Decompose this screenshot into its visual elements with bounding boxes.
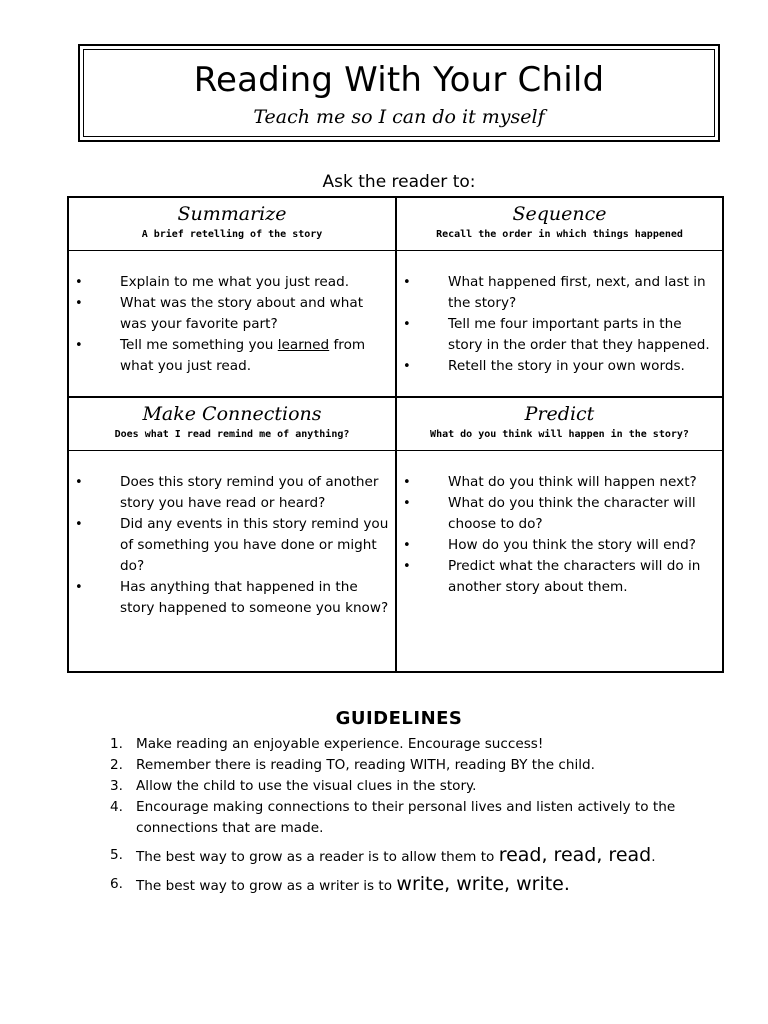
title-box bbox=[78, 44, 720, 142]
guideline-item bbox=[110, 755, 710, 776]
guideline-item bbox=[110, 734, 710, 755]
bullet-icon: • bbox=[403, 475, 411, 490]
guidelines-heading: GUIDELINES bbox=[335, 708, 463, 729]
underlined-word: learned bbox=[277, 337, 330, 353]
bullet-icon: • bbox=[75, 275, 83, 290]
summarize-list bbox=[69, 272, 395, 377]
summarize-cell bbox=[67, 196, 397, 398]
bullet-icon: • bbox=[403, 496, 411, 511]
summarize-title: Summarize bbox=[177, 203, 287, 225]
list-item-text: Has anything that happened in the story happened to someone you know? bbox=[120, 579, 389, 616]
bullet-icon: • bbox=[75, 517, 83, 532]
guideline-emphasis: write, write, write. bbox=[396, 873, 570, 895]
guideline-text: Encourage making connections to their personal lives and listen actively to the connections that are made. bbox=[136, 799, 676, 836]
connections-title: Make Connections bbox=[142, 403, 322, 425]
list-item bbox=[397, 356, 722, 377]
bullet-icon: • bbox=[75, 475, 83, 490]
sequence-description: Recall the order in which things happened bbox=[436, 229, 683, 240]
list-item bbox=[397, 472, 722, 493]
list-item-text-post: from what you just read. bbox=[120, 337, 366, 374]
guideline-text: Remember there is reading TO, reading WITH, reading BY the child. bbox=[136, 757, 595, 773]
summarize-description: A brief retelling of the story bbox=[141, 229, 323, 240]
predict-description: What do you think will happen in the story? bbox=[430, 429, 689, 440]
page-subtitle: Teach me so I can do it myself bbox=[253, 106, 545, 128]
bullet-icon: • bbox=[75, 580, 83, 595]
guideline-text: Allow the child to use the visual clues in the story. bbox=[136, 778, 477, 794]
bullet-icon: • bbox=[403, 275, 411, 290]
list-item bbox=[69, 577, 395, 619]
list-item-text: Predict what the characters will do in another story about them. bbox=[448, 558, 701, 595]
list-item bbox=[69, 293, 395, 335]
list-item-text: What do you think the character will choose to do? bbox=[448, 495, 696, 532]
sequence-title: Sequence bbox=[512, 203, 607, 225]
list-item-text: How do you think the story will end? bbox=[448, 537, 696, 553]
list-item bbox=[397, 535, 722, 556]
list-item bbox=[69, 472, 395, 514]
connections-description: Does what I read remind me of anything? bbox=[114, 429, 350, 440]
list-item-text: Retell the story in your own words. bbox=[448, 358, 685, 374]
list-item-text: Did any events in this story remind you of something you have done or might do? bbox=[120, 516, 389, 574]
bullet-icon: • bbox=[403, 359, 411, 374]
list-item bbox=[397, 272, 722, 314]
ask-heading: Ask the reader to: bbox=[322, 172, 476, 192]
predict-list bbox=[397, 472, 722, 598]
summarize-header bbox=[69, 198, 395, 251]
strategy-grid bbox=[67, 196, 724, 673]
list-item bbox=[397, 556, 722, 598]
predict-header bbox=[397, 398, 722, 451]
bullet-icon: • bbox=[403, 559, 411, 574]
predict-cell bbox=[395, 396, 724, 673]
predict-title: Predict bbox=[524, 403, 595, 425]
guideline-item bbox=[110, 797, 710, 839]
list-item bbox=[69, 335, 395, 377]
connections-list bbox=[69, 472, 395, 619]
sequence-header bbox=[397, 198, 722, 251]
bullet-icon: • bbox=[75, 296, 83, 311]
guideline-emphasis: read, read, read bbox=[498, 844, 652, 866]
list-item-text: What was the story about and what was your favorite part? bbox=[120, 295, 364, 332]
sequence-list bbox=[397, 272, 722, 377]
list-item-text: What happened first, next, and last in the story? bbox=[448, 274, 706, 311]
guideline-number: 3. bbox=[110, 778, 123, 794]
guideline-text-post: . bbox=[651, 849, 656, 865]
guideline-number: 4. bbox=[110, 799, 123, 815]
guideline-number: 1. bbox=[110, 736, 123, 752]
list-item bbox=[397, 314, 722, 356]
guideline-text: The best way to grow as a writer is to bbox=[136, 878, 397, 894]
list-item bbox=[69, 272, 395, 293]
list-item-text: Does this story remind you of another story you have read or heard? bbox=[120, 474, 379, 511]
page-title: Reading With Your Child bbox=[193, 60, 605, 100]
bullet-icon: • bbox=[75, 338, 83, 353]
connections-header bbox=[69, 398, 395, 451]
connections-cell bbox=[67, 396, 397, 673]
list-item-text: Tell me four important parts in the story in the order that they happened. bbox=[448, 316, 710, 353]
guidelines-list bbox=[110, 734, 710, 897]
list-item bbox=[397, 493, 722, 535]
guideline-item bbox=[110, 776, 710, 797]
guideline-text: The best way to grow as a reader is to allow them to bbox=[136, 849, 499, 865]
bullet-icon: • bbox=[403, 317, 411, 332]
list-item bbox=[69, 514, 395, 577]
guideline-item bbox=[110, 874, 710, 897]
list-item-text: Explain to me what you just read. bbox=[120, 274, 350, 290]
list-item-text-pre: Tell me something you bbox=[120, 337, 278, 353]
list-item-text: What do you think will happen next? bbox=[448, 474, 697, 490]
sequence-cell bbox=[395, 196, 724, 398]
guideline-text: Make reading an enjoyable experience. Encourage success! bbox=[136, 736, 544, 752]
guideline-number: 6. bbox=[110, 876, 123, 892]
bullet-icon: • bbox=[403, 538, 411, 553]
guideline-number: 5. bbox=[110, 847, 123, 863]
guideline-number: 2. bbox=[110, 757, 123, 773]
guideline-item bbox=[110, 845, 710, 868]
